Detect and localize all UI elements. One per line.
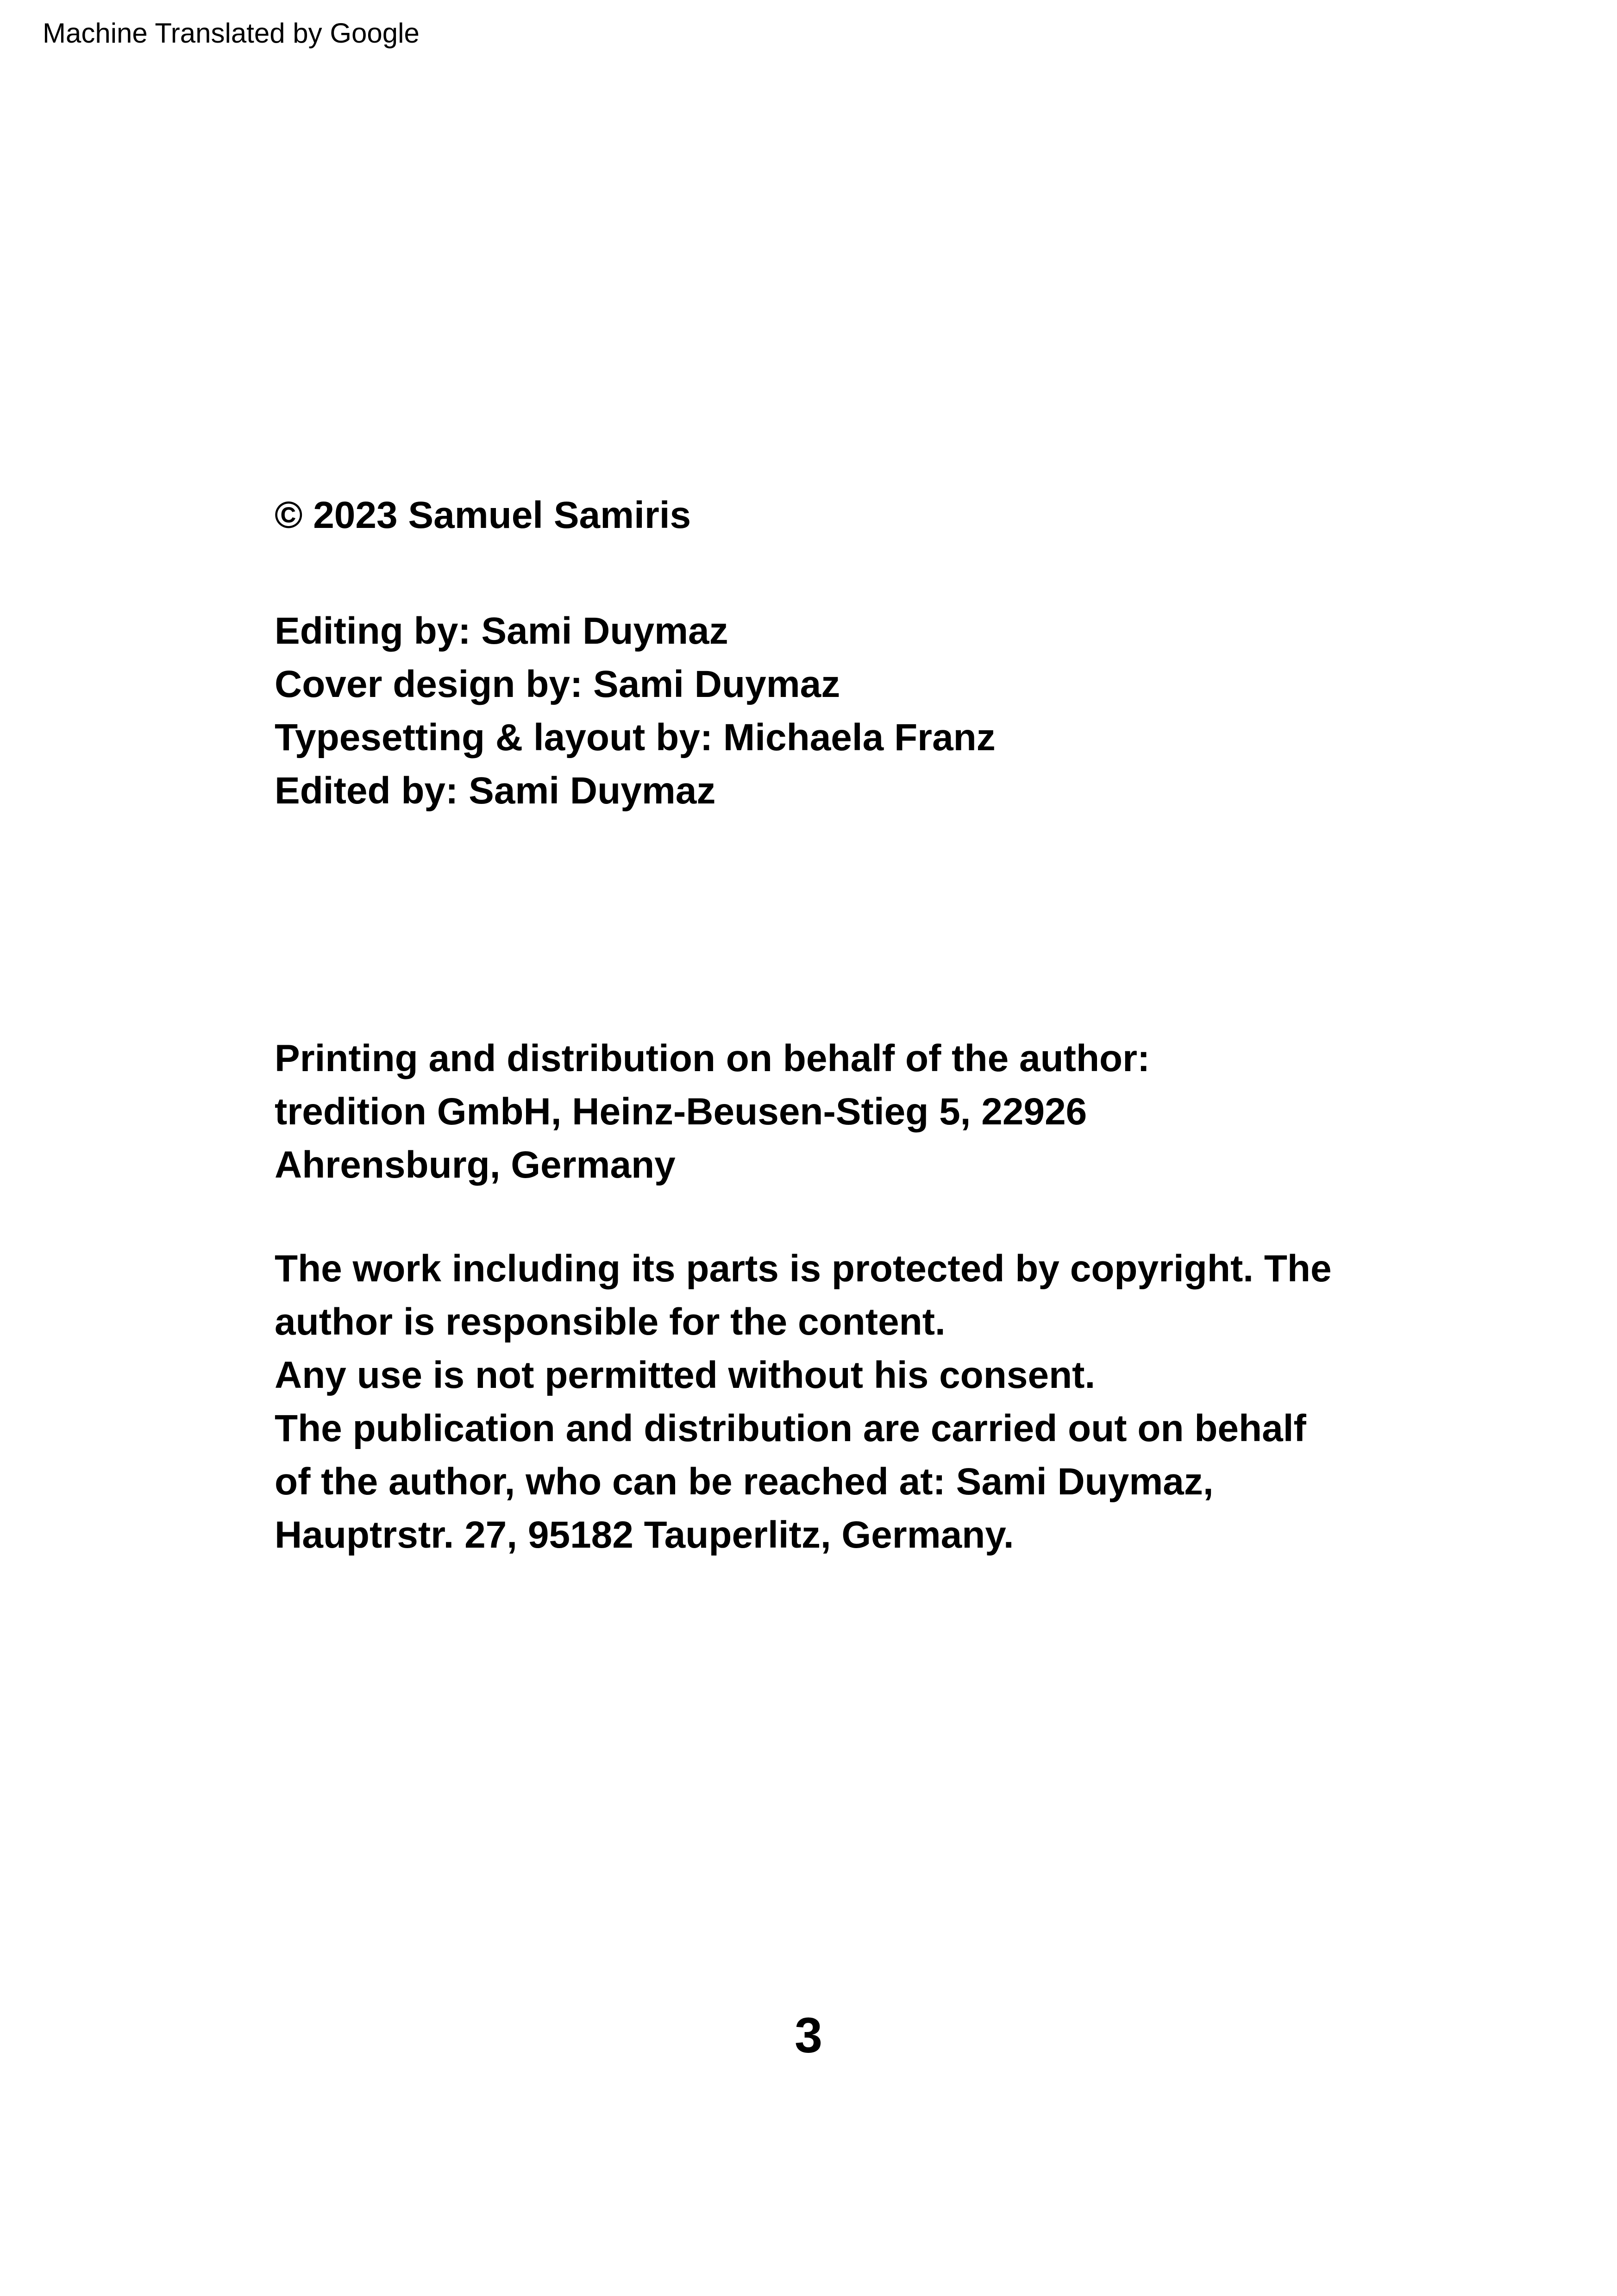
legal-notice-block (275, 1242, 1332, 1562)
legal-line: Hauptrstr. 27, 95182 Tauperlitz, Germany. (275, 1514, 1014, 1556)
printing-line: Ahrensburg, Germany (275, 1144, 676, 1186)
legal-line: Any use is not permitted without his consent. (275, 1354, 1096, 1396)
legal-line: of the author, who can be reached at: Sami Duymaz, (275, 1461, 1214, 1503)
credits-block (275, 604, 996, 817)
credit-editing: Editing by: Sami Duymaz (275, 610, 728, 652)
legal-line: The publication and distribution are carried out on behalf (275, 1407, 1306, 1449)
page-number: 3 (794, 2007, 823, 2063)
legal-line: The work including its parts is protected by copyright. The (275, 1248, 1332, 1290)
copyright-notice (275, 489, 691, 542)
printing-distribution-block (275, 1032, 1150, 1192)
credit-edited: Edited by: Sami Duymaz (275, 770, 716, 812)
legal-line: author is responsible for the content. (275, 1301, 946, 1343)
credit-typesetting: Typesetting & layout by: Michaela Franz (275, 716, 996, 759)
copyright-line: © 2023 Samuel Samiris (275, 494, 691, 536)
printing-line: tredition GmbH, Heinz-Beusen-Stieg 5, 22926 (275, 1091, 1087, 1133)
credit-cover-design: Cover design by: Sami Duymaz (275, 663, 840, 705)
machine-translation-banner: Machine Translated by Google (43, 18, 420, 49)
printing-line: Printing and distribution on behalf of the author: (275, 1037, 1150, 1079)
